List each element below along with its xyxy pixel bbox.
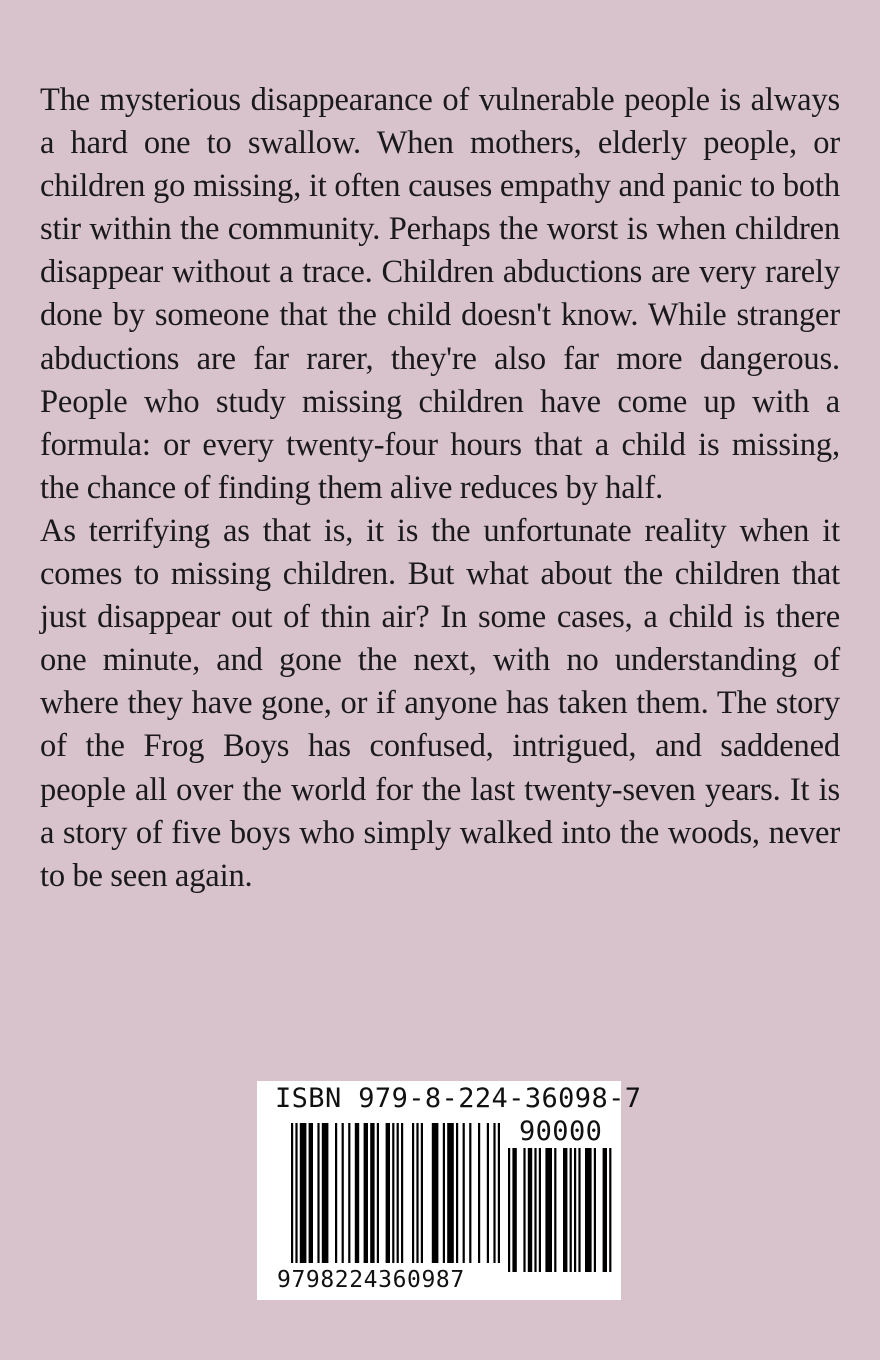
ean13-bar: [493, 1123, 495, 1263]
addon-bar: [539, 1148, 541, 1272]
price-code: 90000: [519, 1116, 603, 1147]
addon-bar: [609, 1148, 611, 1272]
ean13-bar: [421, 1123, 423, 1263]
ean13-bar: [456, 1123, 458, 1263]
addon-bar: [594, 1148, 596, 1272]
addon-bar: [574, 1148, 576, 1272]
addon-bar: [585, 1148, 592, 1272]
addon-bar: [554, 1148, 556, 1272]
blurb-paragraph-1: The mysterious disappearance of vulnerable people is always a hard one to swallow. When mothers, elderly people, or children go missing, it often causes empathy and panic to both stir within the community. Perhaps the worst is when children disappear without a trace. Children abductions are very rarely done by someone that the child doesn't know. While stranger abductions are far rarer, they're also far more dangerous. People who study missing children have come up with a formula: or every twenty-four hours that a child is missing, the chance of finding them alive reduces by half.: [40, 82, 840, 506]
ean13-bar: [291, 1123, 293, 1263]
back-cover-blurb: [40, 79, 840, 898]
ean13-bar: [364, 1123, 368, 1263]
ean13-bar: [412, 1123, 414, 1263]
ean13-bar: [443, 1123, 445, 1263]
addon-bar: [570, 1148, 572, 1272]
ean13-bar: [401, 1123, 403, 1263]
ean13-bar: [386, 1123, 390, 1263]
addon-bar: [545, 1148, 552, 1272]
addon-bar: [603, 1148, 607, 1272]
ean13-bar: [447, 1123, 454, 1263]
ean13-bar: [309, 1123, 313, 1263]
addon-bar: [512, 1148, 516, 1272]
ean13-bar: [487, 1123, 489, 1263]
ean13-bar: [392, 1123, 394, 1263]
ean13-bar: [300, 1123, 307, 1263]
ean13-bar: [416, 1123, 418, 1263]
addon-bar: [578, 1148, 580, 1272]
ean13-bar: [397, 1123, 399, 1263]
addon-bar: [563, 1148, 567, 1272]
ean13-bar: [335, 1123, 337, 1263]
isbn-barcode-block: [257, 1081, 642, 1300]
ean13-bar: [370, 1123, 374, 1263]
ean13-bar: [322, 1123, 329, 1263]
ean13-bar: [377, 1123, 379, 1263]
ean13-bar: [432, 1123, 439, 1263]
addon-bar: [508, 1148, 510, 1272]
addon-bar: [534, 1148, 536, 1272]
isbn-label: ISBN 979-8-224-36098-7: [275, 1083, 642, 1114]
ean13-bar: [469, 1123, 471, 1263]
blurb-paragraph-2: As terrifying as that is, it is the unfortunate reality when it comes to missing children. But what about the children that just disappear out of thin air? In some cases, a child is there one minute, and gone the next, with no understanding of where they have gone, or if anyone has taken them. The story of the Frog Boys has confused, intrigued, and saddened people all over the world for the last twenty-seven years. It is a story of five boys who simply walked into the woods, never to be seen again.: [40, 512, 840, 894]
addon-bar: [528, 1148, 532, 1272]
ean13-bar: [463, 1123, 465, 1263]
ean13-bar: [295, 1123, 297, 1263]
ean13-bar: [342, 1123, 344, 1263]
ean13-bar: [478, 1123, 480, 1263]
ean13-bar: [355, 1123, 359, 1263]
ean-digits: 9798224360987: [277, 1267, 465, 1293]
addon-bar: [523, 1148, 525, 1272]
ean13-bar: [348, 1123, 350, 1263]
ean13-bar: [317, 1123, 319, 1263]
ean13-bar: [498, 1123, 500, 1263]
